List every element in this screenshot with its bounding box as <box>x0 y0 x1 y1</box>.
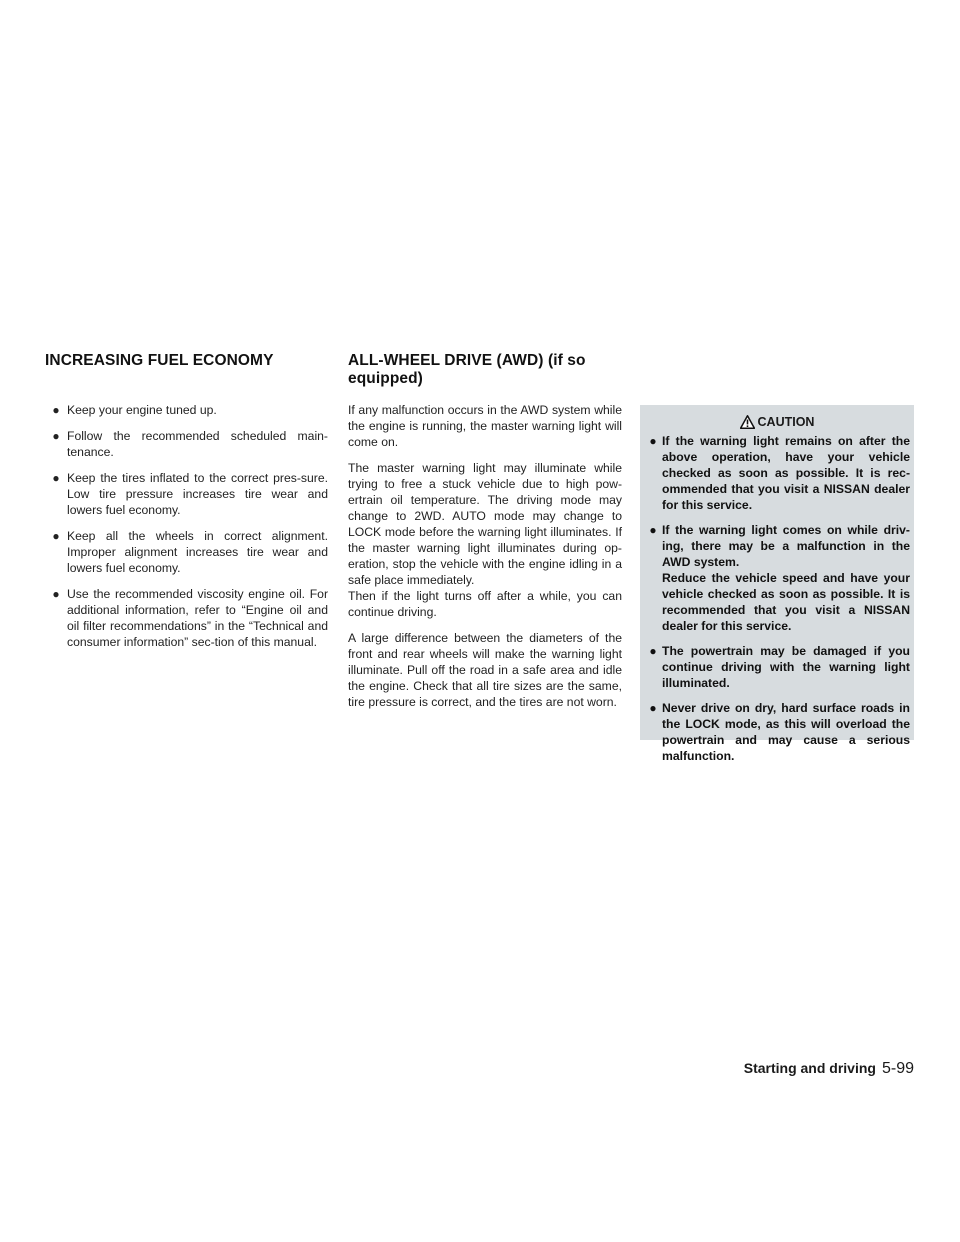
caution-box <box>640 405 914 763</box>
caution-item <box>644 433 910 513</box>
list-item-text: Follow the recommended scheduled main-tenance. <box>67 429 328 459</box>
bullet: ● <box>52 529 60 543</box>
bullet: ● <box>52 429 60 443</box>
list-item <box>45 470 328 518</box>
caution-item <box>644 700 910 764</box>
list-item-text: Keep all the wheels in correct alignment. Improper alignment increases tire wear and lowers fuel economy. <box>67 529 328 575</box>
fuel-economy-list <box>45 402 328 660</box>
bullet: ● <box>649 701 657 715</box>
paragraph: The master warning light may illuminate while trying to free a stuck vehicle due to high pow-ertrain oil temperature. The driving mode may change to 2WD. AUTO mode may change to LOCK mode before the warning light illuminates. If the master warning light illuminates during op-eration, stop the vehicle with the engine idling in a safe place immediately. <box>348 461 622 587</box>
list-item-text: Keep the tires inflated to the correct pres-sure. Low tire pressure increases tire wear and lowers fuel economy. <box>67 471 328 517</box>
bullet: ● <box>649 434 657 448</box>
bullet: ● <box>52 471 60 485</box>
caution-item-text: Never drive on dry, hard surface roads in the LOCK mode, as this will overload the powertrain and may cause a serious malfunction. <box>662 701 910 763</box>
paragraph: A large difference between the diameters of the front and rear wheels will make the warning light illuminate. Pull off the road in a safe area and idle the engine. Check that all tire sizes are the same, tire pressure is correct, and the tires are not worn. <box>348 631 622 709</box>
bullet: ● <box>52 587 60 601</box>
list-item-text: Use the recommended viscosity engine oil. For additional information, refer to “Engine oil and oil filter recommendations” in the “Technical and consumer information” sec-tion of this manual. <box>67 587 328 649</box>
bullet: ● <box>649 644 657 658</box>
page-number: 5-99 <box>881 1060 914 1077</box>
section-heading-awd: ALL-WHEEL DRIVE (AWD) (if so equipped) <box>348 352 586 387</box>
caution-list <box>640 433 914 764</box>
paragraph: If any malfunction occurs in the AWD system while the engine is running, the master warning light will come on. <box>348 403 622 449</box>
caution-item <box>644 643 910 691</box>
caution-item-text <box>662 522 910 634</box>
section-heading-fuel-economy: INCREASING FUEL ECONOMY <box>45 352 274 369</box>
caution-item-line: Reduce the vehicle speed and have your vehicle checked as soon as possible. It is recommended that you visit a NISSAN dealer for this service. <box>662 571 910 633</box>
caution-title: CAUTION <box>757 415 815 429</box>
bullet: ● <box>649 523 657 537</box>
list-item <box>45 528 328 576</box>
caution-header <box>640 405 914 433</box>
list-item <box>45 586 328 650</box>
caution-item-text: The powertrain may be damaged if you continue driving with the warning light illuminated. <box>662 644 910 690</box>
warning-triangle-icon <box>740 415 755 429</box>
bullet: ● <box>52 403 60 417</box>
caution-item-text: If the warning light remains on after the above operation, have your vehicle checked as soon as possible. It is rec-ommended that you visit a NISSAN dealer for this service. <box>662 434 910 512</box>
paragraph: Then if the light turns off after a while, you can continue driving. <box>348 589 622 619</box>
list-item <box>45 402 328 418</box>
caution-item <box>644 522 910 634</box>
list-item-text: Keep your engine tuned up. <box>67 403 217 417</box>
list-item <box>45 428 328 460</box>
page-footer <box>744 1060 914 1078</box>
caution-item-line: If the warning light comes on while driv-ing, there may be a malfunction in the AWD system. <box>662 523 910 569</box>
awd-text <box>348 402 622 720</box>
footer-section-title: Starting and driving <box>743 1060 876 1076</box>
